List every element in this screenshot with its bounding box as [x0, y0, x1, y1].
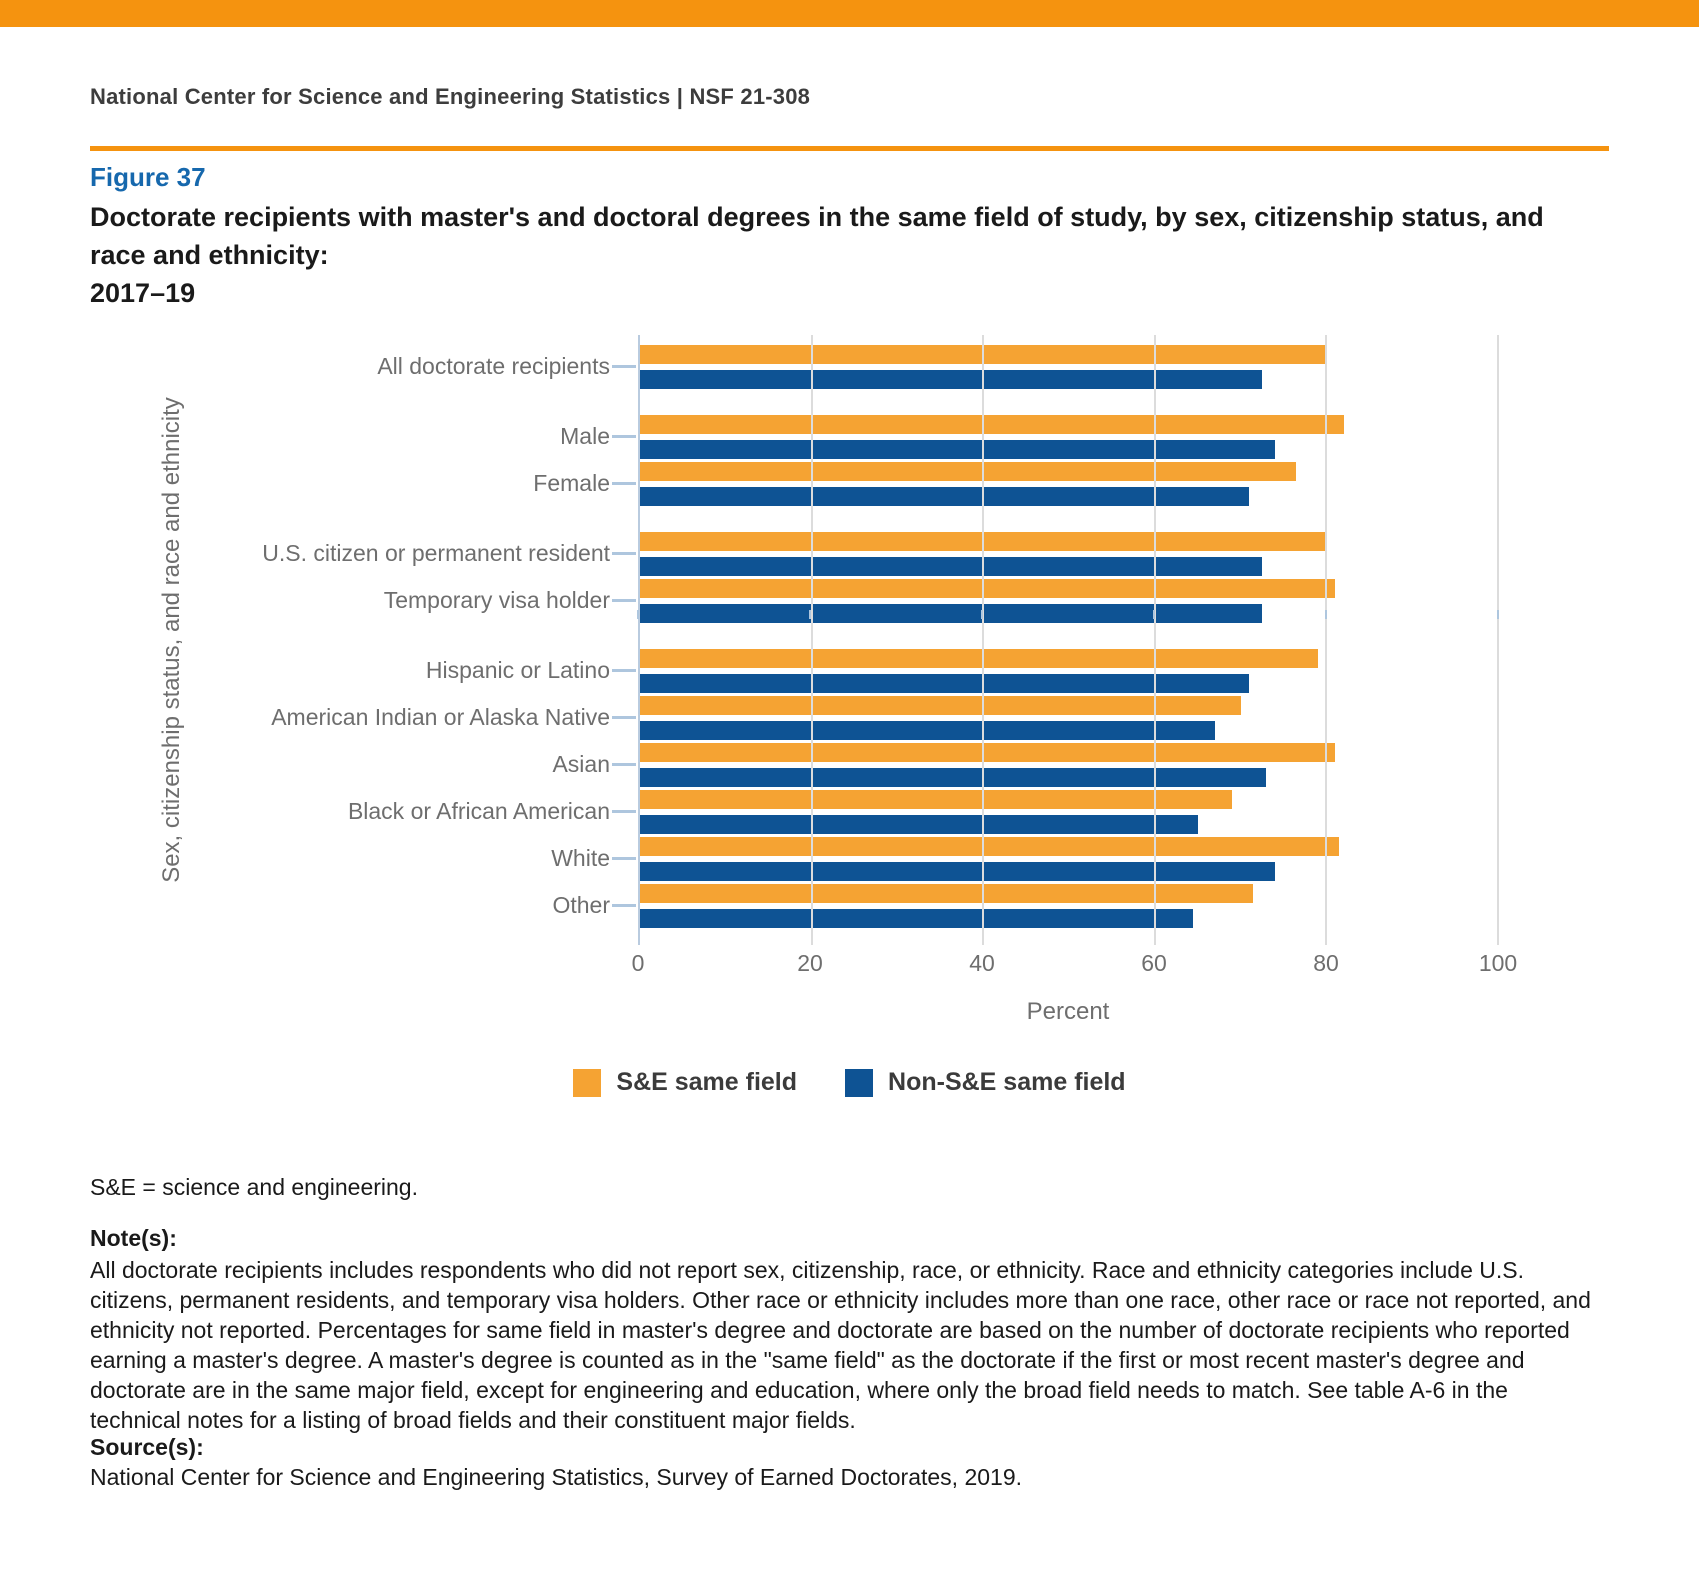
chart-row [425, 647, 1498, 694]
bar-non-sae-same-field [640, 862, 1275, 881]
gridline-80 [1325, 335, 1327, 945]
x-tick-mark-100 [1497, 610, 1499, 619]
category-tick [612, 365, 636, 368]
bar-non-sae-same-field [640, 815, 1198, 834]
category-tick [612, 599, 636, 602]
x-tick-mark-80 [1325, 610, 1327, 619]
chart-row [262, 530, 1498, 577]
bar-sae-same-field [640, 743, 1335, 762]
x-tick-mark-60 [1153, 610, 1155, 619]
x-axis-title: Percent [1026, 998, 1110, 1025]
gridline-20 [811, 335, 813, 945]
x-tick-label-60: 60 [1141, 950, 1167, 976]
category-tick [612, 810, 636, 813]
chart-row [560, 413, 1498, 460]
x-tick-label-20: 20 [797, 950, 823, 976]
bar-non-sae-same-field [640, 909, 1193, 928]
legend [0, 1068, 1699, 1097]
bar-non-sae-same-field [640, 604, 1262, 623]
chart-row [533, 460, 1498, 507]
bar-non-sae-same-field [640, 721, 1215, 740]
legend-label: Non-S&E same field [888, 1068, 1126, 1096]
category-tick [612, 716, 636, 719]
legend-swatch-blue [845, 1069, 873, 1097]
gridline-40 [982, 335, 984, 945]
bar-sae-same-field [640, 884, 1253, 903]
category-label: American Indian or Alaska Native [271, 704, 610, 730]
bar-non-sae-same-field [640, 370, 1262, 389]
figure-title-line1: Doctorate recipients with master's and doctoral degrees in the same field of study, by sex, citizenship status, and race and ethnicity: [90, 202, 1544, 270]
bar-sae-same-field [640, 415, 1344, 434]
category-tick [612, 904, 636, 907]
source-label: Source(s): [90, 1434, 204, 1460]
chart-row [551, 835, 1498, 882]
bar-non-sae-same-field [640, 768, 1266, 787]
category-label: U.S. citizen or permanent resident [262, 540, 610, 566]
x-tick-label-100: 100 [1478, 950, 1518, 976]
chart-row [552, 741, 1498, 788]
category-label: White [551, 845, 610, 871]
y-axis-title: Sex, citizenship status, and race and ethnicity [158, 397, 185, 883]
bar-sae-same-field [640, 696, 1241, 715]
category-label: Other [552, 892, 610, 918]
gridline-100 [1497, 335, 1499, 945]
plot-area [262, 335, 1498, 945]
category-label: Female [533, 470, 610, 496]
legend-item [573, 1068, 797, 1097]
abbreviation-note: S&E = science and engineering. [90, 1174, 418, 1200]
bar-sae-same-field [640, 462, 1296, 481]
bar-sae-same-field [640, 649, 1318, 668]
category-label: All doctorate recipients [377, 353, 610, 379]
chart-row [271, 694, 1498, 741]
category-label: Black or African American [347, 798, 610, 824]
x-tick-label-80: 80 [1313, 950, 1339, 976]
category-tick [612, 552, 636, 555]
figure-title-line2: 2017–19 [90, 278, 196, 308]
bar-sae-same-field [640, 579, 1335, 598]
chart-row [347, 788, 1498, 835]
bar-sae-same-field [640, 837, 1339, 856]
legend-swatch-orange [573, 1069, 601, 1097]
category-label: Asian [552, 751, 610, 777]
source-text: National Center for Science and Engineering Statistics, Survey of Earned Doctorates, 2019. [90, 1464, 1023, 1490]
report-header: National Center for Science and Engineering Statistics | NSF 21-308 [90, 84, 811, 109]
legend-label: S&E same field [616, 1068, 798, 1096]
category-tick [612, 857, 636, 860]
chart-row [377, 343, 1498, 390]
x-tick-mark-20 [809, 610, 811, 619]
legend-item [845, 1068, 1126, 1097]
notes-text: All doctorate recipients includes respondents who did not report sex, citizenship, race, or ethnicity. Race and ethnicity categories include U.S. citizens, permanent residents, and temporary visa holders. Other race or ethnicity includes more than one race, other race or race not reported, and ethnicity not reported. Percentages for same field in master's degree and doctorate are based on the number of doctorate recipients who reported earning a master's degree. A master's degree is counted as in the "same field" as the doctorate if the first or most recent master's degree and doctorate are in the same major field, except for engineering and education, where only the broad field needs to match. See table A-6 in the technical notes for a listing of broad fields and their constituent major fields. [90, 1257, 1591, 1433]
category-tick [612, 669, 636, 672]
figure-label: Figure 37 [90, 162, 206, 192]
bar-non-sae-same-field [640, 557, 1262, 576]
x-tick-label-40: 40 [969, 950, 995, 976]
notes-label: Note(s): [90, 1225, 177, 1251]
bar-non-sae-same-field [640, 487, 1249, 506]
x-tick-label-0: 0 [631, 950, 645, 976]
chart-row [383, 577, 1498, 624]
category-tick [612, 482, 636, 485]
bar-rows [262, 343, 1498, 929]
category-label: Temporary visa holder [383, 587, 610, 613]
category-label: Male [560, 423, 610, 449]
x-tick-mark-40 [981, 610, 983, 619]
category-label: Hispanic or Latino [425, 657, 610, 683]
bar-sae-same-field [640, 790, 1232, 809]
bar-non-sae-same-field [640, 440, 1275, 459]
gridline-60 [1154, 335, 1156, 945]
bar-non-sae-same-field [640, 674, 1249, 693]
x-tick-mark-0 [637, 610, 639, 619]
chart-row [552, 882, 1498, 929]
category-tick [612, 763, 636, 766]
category-tick [612, 435, 636, 438]
